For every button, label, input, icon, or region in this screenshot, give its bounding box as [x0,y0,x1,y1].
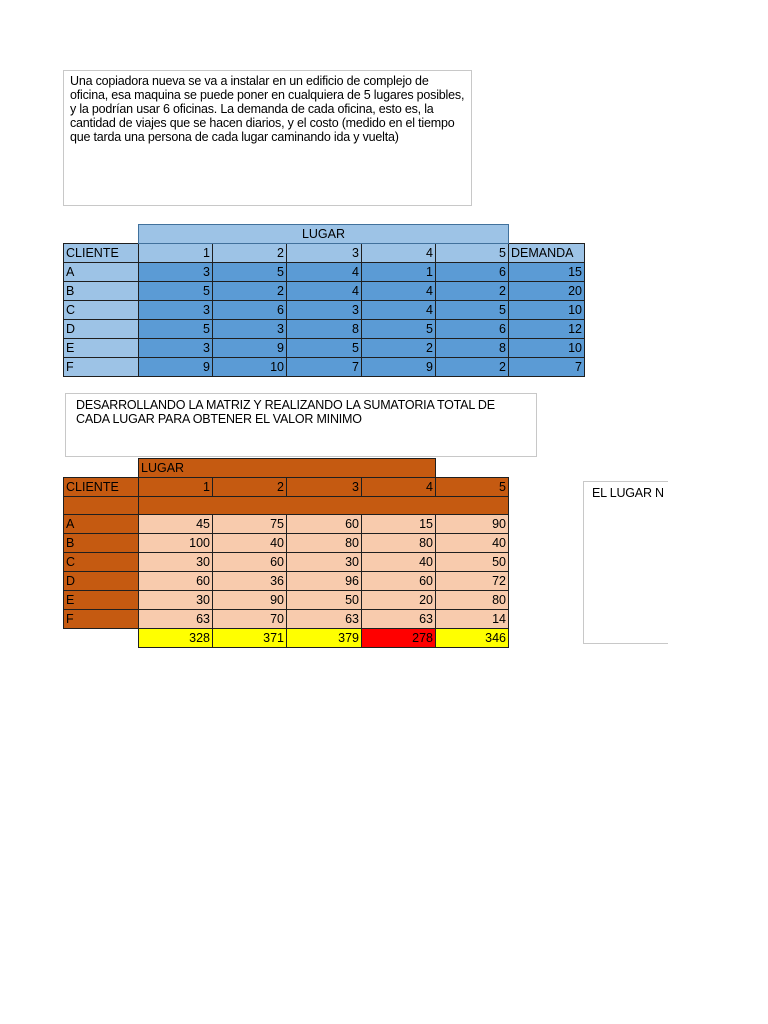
cost-cell[interactable]: 9 [362,358,436,377]
total-cell-place-3[interactable]: 379 [287,629,362,648]
demand-header[interactable]: DEMANDA [509,244,585,263]
weighted-cell[interactable]: 60 [139,572,213,591]
weighted-cell[interactable]: 63 [287,610,362,629]
weighted-cell[interactable]: 40 [436,534,509,553]
cost-cell[interactable]: 5 [213,263,287,282]
cost-table-row [64,263,585,282]
client-label[interactable]: F [64,358,139,377]
weighted-cell[interactable]: 36 [213,572,287,591]
cost-table-header-row [64,244,585,263]
problem-statement-box[interactable] [63,70,472,206]
cost-cell[interactable]: 6 [436,263,509,282]
weighted-cell[interactable]: 70 [213,610,287,629]
weighted-cell[interactable]: 40 [213,534,287,553]
cost-cell[interactable]: 9 [139,358,213,377]
total-cell-place-5[interactable]: 346 [436,629,509,648]
cost-cell[interactable]: 5 [362,320,436,339]
client-label[interactable]: F [64,610,139,629]
cost-cell[interactable]: 5 [287,339,362,358]
method-description-text: DESARROLLANDO LA MATRIZ Y REALIZANDO LA SUMATORIA TOTAL DE CADA LUGAR PARA OBTENER EL VALOR MINIMO [76,398,495,426]
cost-cell[interactable]: 4 [362,301,436,320]
client-label[interactable]: E [64,339,139,358]
weighted-table-row [64,553,509,572]
weighted-table-row [64,610,509,629]
place-header[interactable]: 3 [287,478,362,497]
cost-table-row [64,339,585,358]
cost-cell[interactable]: 9 [213,339,287,358]
weighted-header-row [64,478,509,497]
place-header[interactable]: 1 [139,478,213,497]
place-header[interactable]: 3 [287,244,362,263]
result-text: EL LUGAR N [592,486,664,500]
demand-cell[interactable]: 12 [509,320,585,339]
cost-cell[interactable]: 8 [436,339,509,358]
weighted-cell[interactable]: 20 [362,591,436,610]
weighted-table-row [64,572,509,591]
cost-cell[interactable]: 5 [436,301,509,320]
weighted-cell[interactable]: 30 [139,591,213,610]
weighted-cell[interactable]: 75 [213,515,287,534]
place-header[interactable]: 4 [362,478,436,497]
cost-cell[interactable]: 6 [436,320,509,339]
client-label[interactable]: D [64,572,139,591]
client-label[interactable]: C [64,301,139,320]
weighted-cell[interactable]: 90 [436,515,509,534]
weighted-cell[interactable]: 80 [287,534,362,553]
weighted-cell[interactable]: 50 [287,591,362,610]
cost-cell[interactable]: 3 [139,339,213,358]
weighted-cell[interactable]: 45 [139,515,213,534]
place-header[interactable]: 4 [362,244,436,263]
weighted-table-row [64,591,509,610]
demand-cell[interactable]: 10 [509,339,585,358]
total-cell-place-1[interactable]: 328 [139,629,213,648]
cost-cell[interactable]: 3 [139,263,213,282]
weighted-cell[interactable]: 14 [436,610,509,629]
cost-cell[interactable]: 2 [436,282,509,301]
client-header[interactable]: CLIENTE [64,244,139,263]
cost-cell[interactable]: 10 [213,358,287,377]
cost-cell[interactable]: 2 [362,339,436,358]
weighted-table-row [64,515,509,534]
method-description-box[interactable] [65,393,537,457]
weighted-cell[interactable]: 30 [139,553,213,572]
problem-statement-text: Una copiadora nueva se va a instalar en un edificio de complejo de oficina, esa maquina se puede poner en cualquiera de 5 lugares posibles, y la podrían usar 6 oficinas. La demanda de cada oficina, esto es, la cantidad de viajes que se hacen diarios, y el costo (medido en el tiempo que tarda una persona de cada lugar caminando ida y vuelta) [70,74,465,144]
weighted-cell[interactable]: 80 [362,534,436,553]
client-label[interactable]: C [64,553,139,572]
cost-cell[interactable]: 3 [139,301,213,320]
cost-cell[interactable]: 2 [436,358,509,377]
weighted-cell[interactable]: 50 [436,553,509,572]
demand-cell[interactable]: 20 [509,282,585,301]
weighted-cell[interactable]: 100 [139,534,213,553]
cost-table-row [64,301,585,320]
client-label[interactable]: D [64,320,139,339]
weighted-cell[interactable]: 63 [139,610,213,629]
cost-cell[interactable]: 3 [213,320,287,339]
weighted-cell[interactable]: 60 [287,515,362,534]
weighted-cost-table [63,458,509,648]
place-header[interactable]: 1 [139,244,213,263]
weighted-cell[interactable]: 60 [213,553,287,572]
place-header[interactable]: 5 [436,478,509,497]
weighted-cell[interactable]: 72 [436,572,509,591]
cost-cell[interactable]: 6 [213,301,287,320]
spacer-cell[interactable] [139,497,509,515]
cost-table-title-row [64,225,585,244]
cost-table-row [64,282,585,301]
weighted-cell[interactable]: 80 [436,591,509,610]
cost-cell[interactable]: 1 [362,263,436,282]
cost-table [63,224,585,377]
cost-cell[interactable]: 5 [139,282,213,301]
weighted-cell[interactable]: 63 [362,610,436,629]
client-label[interactable]: B [64,282,139,301]
demand-cell[interactable]: 7 [509,358,585,377]
weighted-table-row [64,534,509,553]
weighted-cell[interactable]: 60 [362,572,436,591]
client-label[interactable]: A [64,515,139,534]
weighted-cell[interactable]: 15 [362,515,436,534]
place-header[interactable]: 2 [213,478,287,497]
total-cell-place-2[interactable]: 371 [213,629,287,648]
cost-cell[interactable]: 2 [213,282,287,301]
cost-table-row [64,358,585,377]
demand-cell[interactable]: 10 [509,301,585,320]
cost-cell[interactable]: 4 [287,282,362,301]
client-label[interactable]: B [64,534,139,553]
cost-cell[interactable]: 5 [139,320,213,339]
weighted-cell[interactable]: 40 [362,553,436,572]
cost-cell[interactable]: 4 [287,263,362,282]
place-header[interactable]: 2 [213,244,287,263]
cost-cell[interactable]: 4 [362,282,436,301]
cost-cell[interactable]: 3 [287,301,362,320]
cost-table-row [64,320,585,339]
client-label[interactable]: A [64,263,139,282]
weighted-spacer-row [64,497,509,515]
weighted-cell[interactable]: 90 [213,591,287,610]
weighted-table-title[interactable]: LUGAR [139,459,436,478]
spacer-cell[interactable] [64,497,139,515]
result-box[interactable] [583,481,668,644]
cost-table-title[interactable]: LUGAR [139,225,509,244]
weighted-cell[interactable]: 96 [287,572,362,591]
cost-cell[interactable]: 7 [287,358,362,377]
weighted-title-row [64,459,509,478]
cost-cell[interactable]: 8 [287,320,362,339]
client-header[interactable]: CLIENTE [64,478,139,497]
total-cell-place-4-minimum[interactable]: 278 [362,629,436,648]
place-header[interactable]: 5 [436,244,509,263]
client-label[interactable]: E [64,591,139,610]
totals-row [64,629,509,648]
demand-cell[interactable]: 15 [509,263,585,282]
weighted-cell[interactable]: 30 [287,553,362,572]
